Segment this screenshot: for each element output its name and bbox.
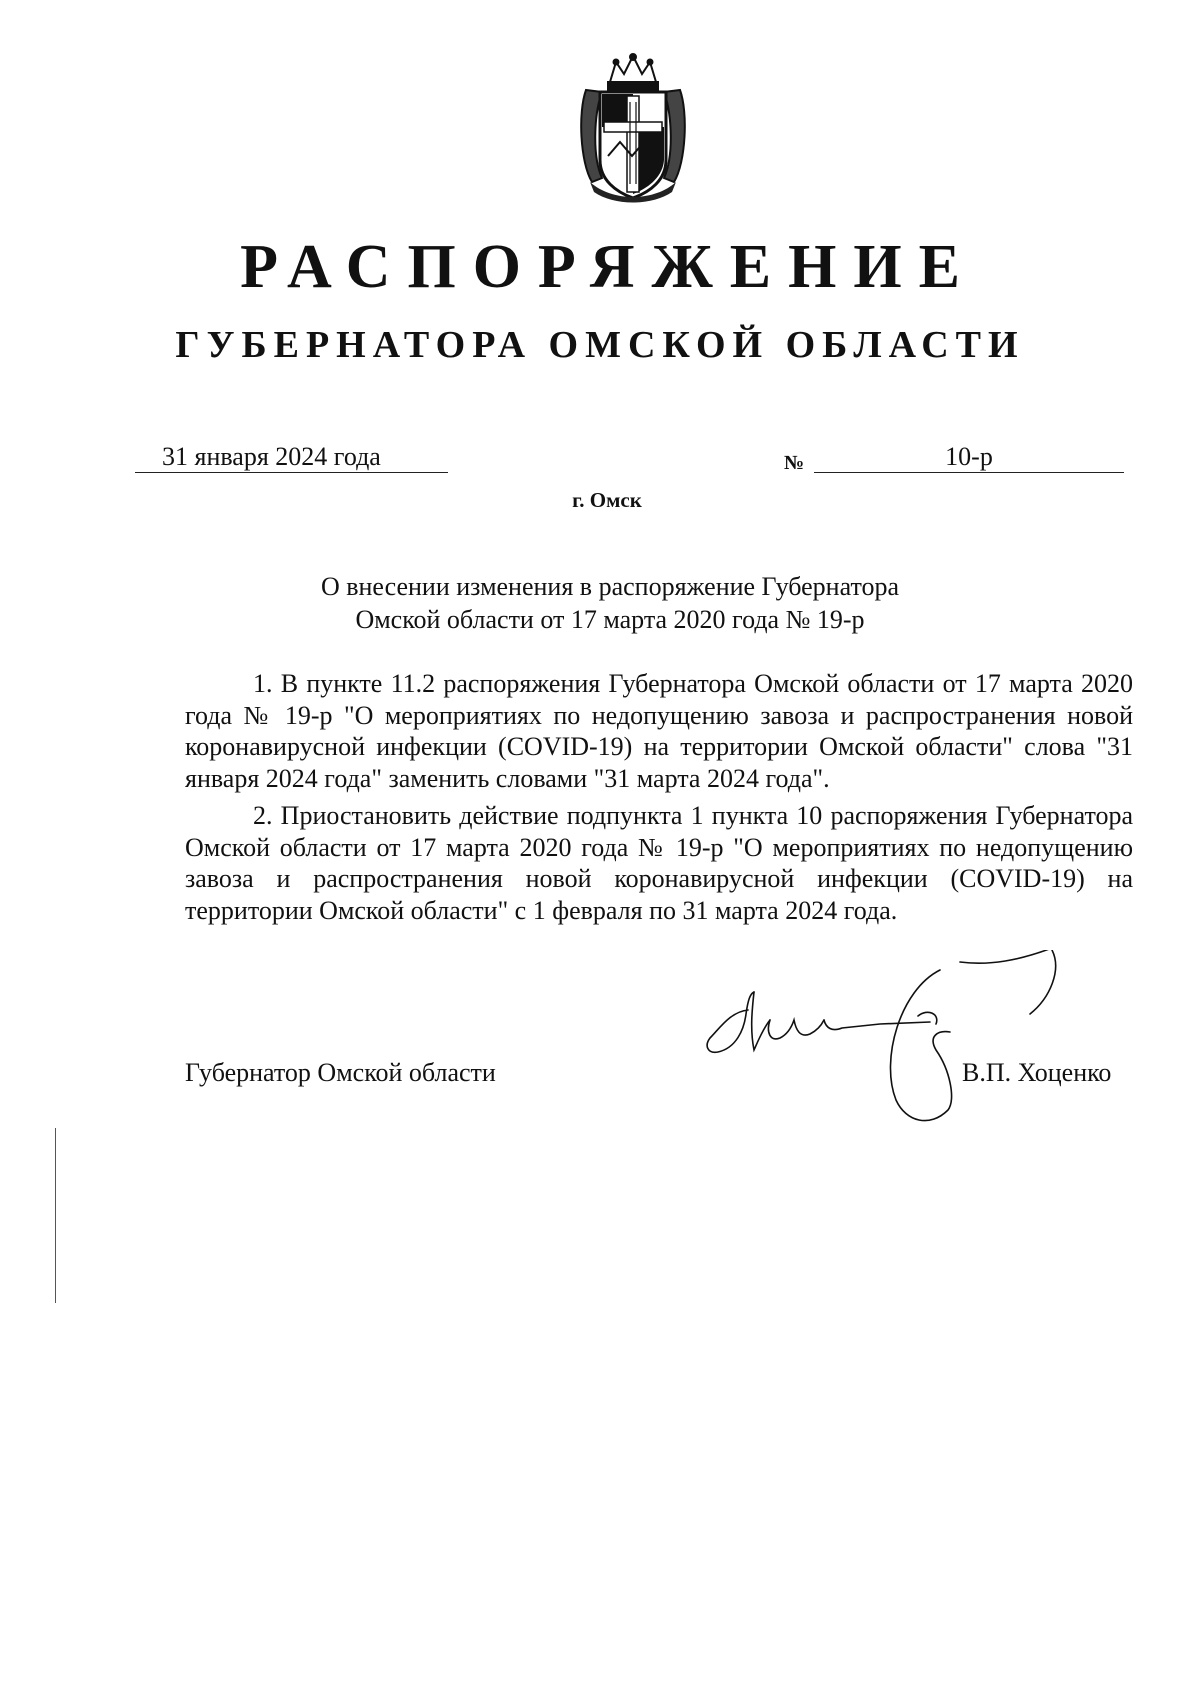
document-subject bbox=[200, 570, 1020, 636]
issuer-subtitle: ГУБЕРНАТОРА ОМСКОЙ ОБЛАСТИ bbox=[175, 324, 1025, 366]
document-body bbox=[185, 668, 1133, 926]
document-date bbox=[135, 441, 448, 472]
document-number: 10-р bbox=[945, 442, 993, 471]
issuing-city: г. Омск bbox=[572, 488, 642, 512]
body-paragraph-2: 2. Приостановить действие подпункта 1 пункта 10 распоряжения Губернатора Омской области от 17 марта 2020 года № 19-р "О мероприятиях по недопущению завоза и распространения новой коронавирусной инфекции (COVID-19) на территории Омской области" с 1 февраля по 31 марта 2024 года. bbox=[185, 801, 1133, 925]
signatory-position: Губернатор Омской области bbox=[185, 1058, 496, 1087]
subject-line-1: О внесении изменения в распоряжение Губернатора bbox=[320, 572, 900, 601]
handwritten-signature bbox=[700, 950, 1100, 1140]
scan-margin-line bbox=[55, 1128, 56, 1303]
document-date-text: 31 января 2024 года bbox=[162, 442, 381, 471]
body-paragraph-1: 1. В пункте 11.2 распоряжения Губернатора Омской области от 17 марта 2020 года № 19-р "О мероприятиях по недопущению завоза и распространения новой коронавирусной инфекции (COVID-19) на территории Омской области" слова "31 января 2024 года" заменить словами "31 марта 2024 года". bbox=[185, 669, 1133, 793]
date-underline bbox=[135, 472, 448, 473]
number-underline bbox=[814, 472, 1124, 473]
signatory-name: В.П. Хоценко bbox=[962, 1058, 1112, 1087]
number-sign: № bbox=[784, 452, 805, 474]
coat-of-arms-icon bbox=[572, 52, 694, 204]
subject-line-2: Омской области от 17 марта 2020 года № 19-р bbox=[355, 605, 865, 634]
document-type-title: РАСПОРЯЖЕНИЕ bbox=[240, 233, 977, 301]
